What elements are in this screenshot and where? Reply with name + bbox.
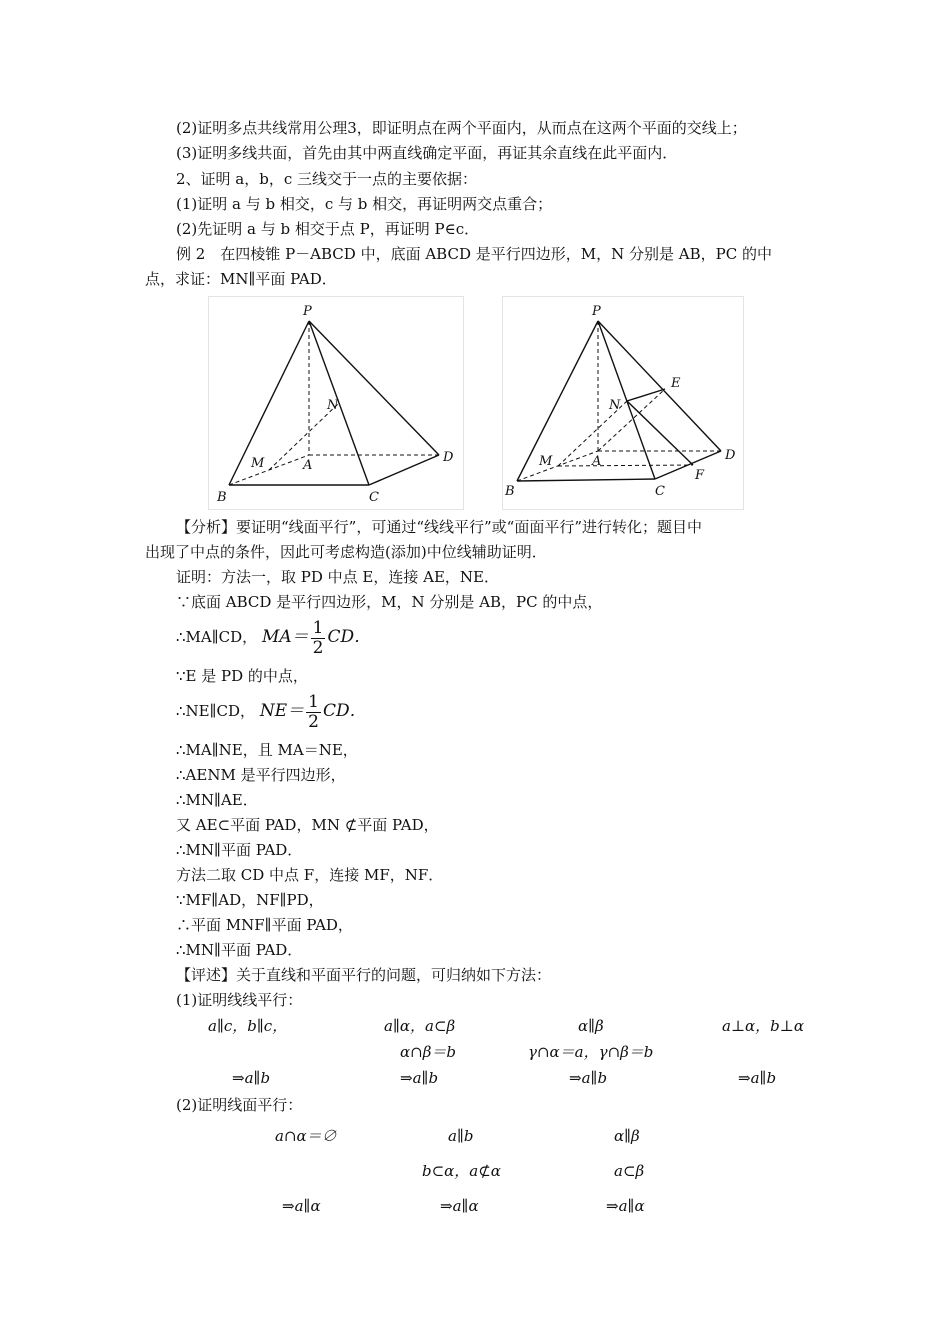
proof-line: ∴MN∥AE． [176, 791, 258, 809]
rule2-col2-conclusion: ⇒a∥α [440, 1197, 479, 1215]
proof-line: ∴MN∥平面 PAD． [176, 941, 303, 959]
proof-line-fraction-1 [176, 618, 371, 658]
label-M: M [539, 454, 553, 469]
rule1-col3-premise: α∥β [578, 1017, 604, 1035]
rule2-col3-conclusion: ⇒a∥α [606, 1197, 645, 1215]
rule1-col3-premise2: γ∩α＝a，γ∩β＝b [528, 1043, 654, 1061]
rule1-col1-conclusion: ⇒a∥b [232, 1069, 271, 1087]
text-line: (3)证明多线共面，首先由其中两直线确定平面，再证其余直线在此平面内． [176, 144, 678, 162]
label-D: D [443, 450, 454, 465]
rule1-col4-premise: a⊥α，b⊥α [722, 1017, 805, 1035]
proof-text: ∴NE∥CD， [176, 702, 256, 720]
label-N: N [609, 398, 621, 413]
label-E: E [671, 376, 681, 391]
fraction-one-half [311, 619, 326, 658]
label-B: B [505, 484, 515, 499]
label-A: A [303, 458, 313, 473]
pyramid-diagram-1 [209, 297, 463, 509]
fraction-num: 1 [308, 691, 319, 712]
label-F: F [695, 468, 705, 483]
fraction-den: 2 [308, 711, 319, 732]
text-line: (2)证明多点共线常用公理3，即证明点在两个平面内，从而点在这两个平面的交线上； [176, 119, 747, 137]
figure-pyramid-1 [208, 296, 464, 510]
label-P: P [592, 304, 601, 319]
label-D: D [725, 448, 736, 463]
proof-line: ∵底面 ABCD 是平行四边形，M，N 分别是 AB，PC 的中点， [176, 593, 603, 611]
proof-text: NE＝ [259, 701, 305, 721]
fraction-num: 1 [312, 617, 324, 638]
text-line: 2、证明 a，b，c 三线交于一点的主要依据： [176, 170, 478, 188]
pyramid-diagram-2 [503, 297, 743, 509]
label-C: C [369, 490, 379, 505]
fraction-den: 2 [312, 637, 324, 658]
label-A: A [592, 454, 602, 469]
proof-line: ∴平面 MNF∥平面 PAD， [176, 916, 353, 934]
proof-line: ∴MA∥NE，且 MA＝NE， [176, 741, 358, 759]
proof-text: MA＝ [261, 627, 309, 647]
proof-line: 方法二取 CD 中点 F，连接 MF，NF． [176, 866, 444, 884]
proof-line: 证明：方法一，取 PD 中点 E，连接 AE，NE． [176, 568, 499, 586]
text-line: (2)先证明 a 与 b 相交于点 P，再证明 P∈c． [176, 220, 480, 238]
analysis-line: 出现了中点的条件，因此可考虑构造(添加)中位线辅助证明． [145, 543, 547, 561]
proof-line: ∵E 是 PD 的中点， [176, 667, 308, 685]
rule2-col3-premise: α∥β [614, 1127, 640, 1145]
rule1-col4-conclusion: ⇒a∥b [738, 1069, 777, 1087]
rule1-col1-premise: a∥c，b∥c， [208, 1017, 288, 1035]
label-B: B [217, 490, 227, 505]
rule2-col2-premise: a∥b [448, 1127, 474, 1145]
rule2-col1-premise: a∩α＝∅ [275, 1127, 337, 1145]
proof-line: ∴MN∥平面 PAD． [176, 841, 303, 859]
label-M: M [251, 456, 265, 471]
proof-line-fraction-2 [176, 692, 367, 732]
review-line: (1)证明线线平行： [176, 991, 303, 1009]
proof-text: ∴MA∥CD， [176, 628, 258, 646]
proof-line: ∵MF∥AD，NF∥PD， [176, 891, 324, 909]
label-C: C [655, 484, 665, 499]
example-title: 例 2 在四棱锥 P－ABCD 中，底面 ABCD 是平行四边形，M，N 分别是 AB，PC 的中 [176, 245, 772, 263]
proof-text: CD． [322, 701, 367, 721]
label-N: N [327, 398, 339, 413]
review-line: (2)证明线面平行： [176, 1096, 303, 1114]
figure-pyramid-2 [502, 296, 744, 510]
rule2-col3-premise2: a⊂β [614, 1162, 645, 1180]
proof-line: ∴AENM 是平行四边形， [176, 766, 346, 784]
review-line: 【评述】关于直线和平面平行的问题，可归纳如下方法： [176, 966, 552, 984]
rule2-col2-premise2: b⊂α，a⊄α [422, 1162, 501, 1180]
rule1-col2-premise: a∥α，a⊂β [384, 1017, 456, 1035]
rule1-col2-conclusion: ⇒a∥b [400, 1069, 439, 1087]
proof-text: CD． [327, 627, 372, 647]
text-line: 点，求证：MN∥平面 PAD． [145, 270, 337, 288]
rule1-col3-conclusion: ⇒a∥b [569, 1069, 608, 1087]
rule1-col2-premise2: α∩β＝b [400, 1043, 456, 1061]
rule2-col1-conclusion: ⇒a∥α [282, 1197, 321, 1215]
fraction-one-half [306, 693, 321, 732]
text-line: (1)证明 a 与 b 相交，c 与 b 相交，再证明两交点重合； [176, 195, 553, 213]
label-P: P [303, 304, 312, 319]
proof-line: 又 AE⊂平面 PAD，MN ⊄平面 PAD， [176, 816, 439, 834]
analysis-line: 【分析】要证明“线面平行”，可通过“线线平行”或“面面平行”进行转化；题目中 [176, 518, 703, 536]
